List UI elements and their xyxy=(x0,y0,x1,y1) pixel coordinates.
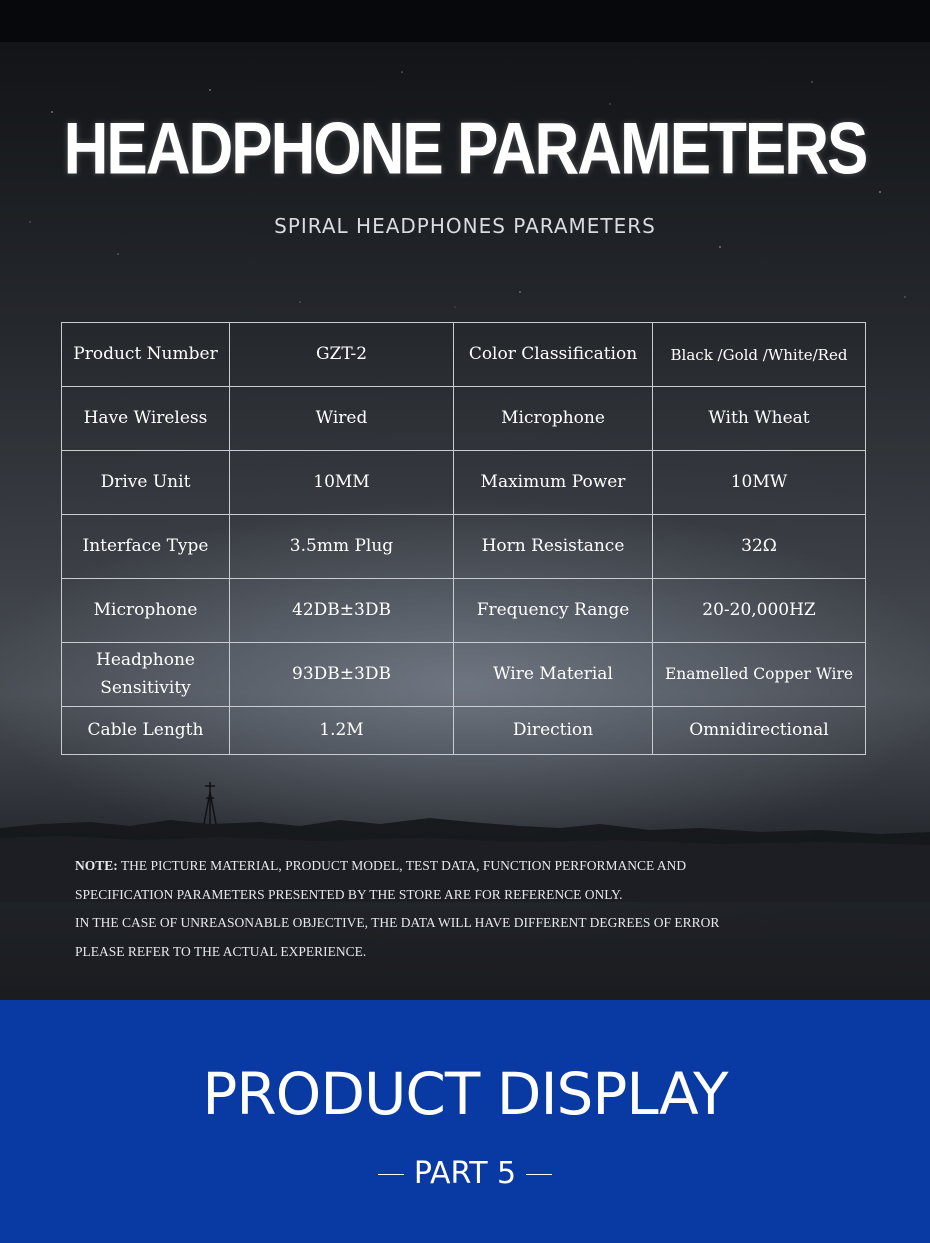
param-value: 93DB±3DB xyxy=(230,643,454,707)
parameters-section xyxy=(0,42,930,1000)
table-row xyxy=(62,323,866,387)
param-label: Have Wireless xyxy=(62,387,230,451)
param-label: Product Number xyxy=(62,323,230,387)
param-label: Interface Type xyxy=(62,515,230,579)
param-label: Color Classification xyxy=(454,323,653,387)
note-label: NOTE: xyxy=(75,858,118,873)
disclaimer-note xyxy=(75,852,875,966)
param-value: Wired xyxy=(230,387,454,451)
param-value: 20-20,000HZ xyxy=(653,579,866,643)
table-row xyxy=(62,579,866,643)
param-label: Drive Unit xyxy=(62,451,230,515)
param-value: 10MM xyxy=(230,451,454,515)
table-row xyxy=(62,387,866,451)
param-value: 10MW xyxy=(653,451,866,515)
section-part-label xyxy=(0,1156,930,1191)
param-label: Horn Resistance xyxy=(454,515,653,579)
note-text: THE PICTURE MATERIAL, PRODUCT MODEL, TEST DATA, FUNCTION PERFORMANCE AND xyxy=(120,858,687,873)
top-bar xyxy=(0,0,930,42)
param-value: With Wheat xyxy=(653,387,866,451)
param-value: 3.5mm Plug xyxy=(230,515,454,579)
param-label: Cable Length xyxy=(62,707,230,755)
param-label: Microphone xyxy=(454,387,653,451)
param-value: GZT-2 xyxy=(230,323,454,387)
param-label: Microphone xyxy=(62,579,230,643)
table-row xyxy=(62,643,866,707)
parameters-table xyxy=(61,322,866,755)
page-subtitle: SPIRAL HEADPHONES PARAMETERS xyxy=(274,214,656,238)
param-label: Maximum Power xyxy=(454,451,653,515)
note-line: IN THE CASE OF UNREASONABLE OBJECTIVE, THE DATA WILL HAVE DIFFERENT DEGREES OF ERROR xyxy=(75,915,720,930)
param-value: Enamelled Copper Wire xyxy=(653,643,866,707)
dash-left-decoration xyxy=(378,1174,404,1176)
part-label: PART 5 xyxy=(413,1156,517,1191)
param-label: Direction xyxy=(454,707,653,755)
product-display-banner xyxy=(0,1000,930,1243)
table-row xyxy=(62,515,866,579)
param-value: Black /Gold /White/Red xyxy=(653,323,866,387)
table-row xyxy=(62,707,866,755)
table-row xyxy=(62,451,866,515)
note-line: PLEASE REFER TO THE ACTUAL EXPERIENCE. xyxy=(75,943,367,959)
param-value: 42DB±3DB xyxy=(230,579,454,643)
dash-right-decoration xyxy=(526,1174,552,1176)
param-label: Frequency Range xyxy=(454,579,653,643)
section-title: PRODUCT DISPLAY xyxy=(202,1060,728,1128)
param-value: 32Ω xyxy=(653,515,866,579)
page-title: HEADPHONE PARAMETERS xyxy=(63,108,867,191)
param-label: Headphone Sensitivity xyxy=(62,643,230,707)
note-line: SPECIFICATION PARAMETERS PRESENTED BY THE STORE ARE FOR REFERENCE ONLY. xyxy=(75,886,623,902)
param-value: 1.2M xyxy=(230,707,454,755)
param-label: Wire Material xyxy=(454,643,653,707)
param-value: Omnidirectional xyxy=(653,707,866,755)
note-line xyxy=(75,852,875,881)
